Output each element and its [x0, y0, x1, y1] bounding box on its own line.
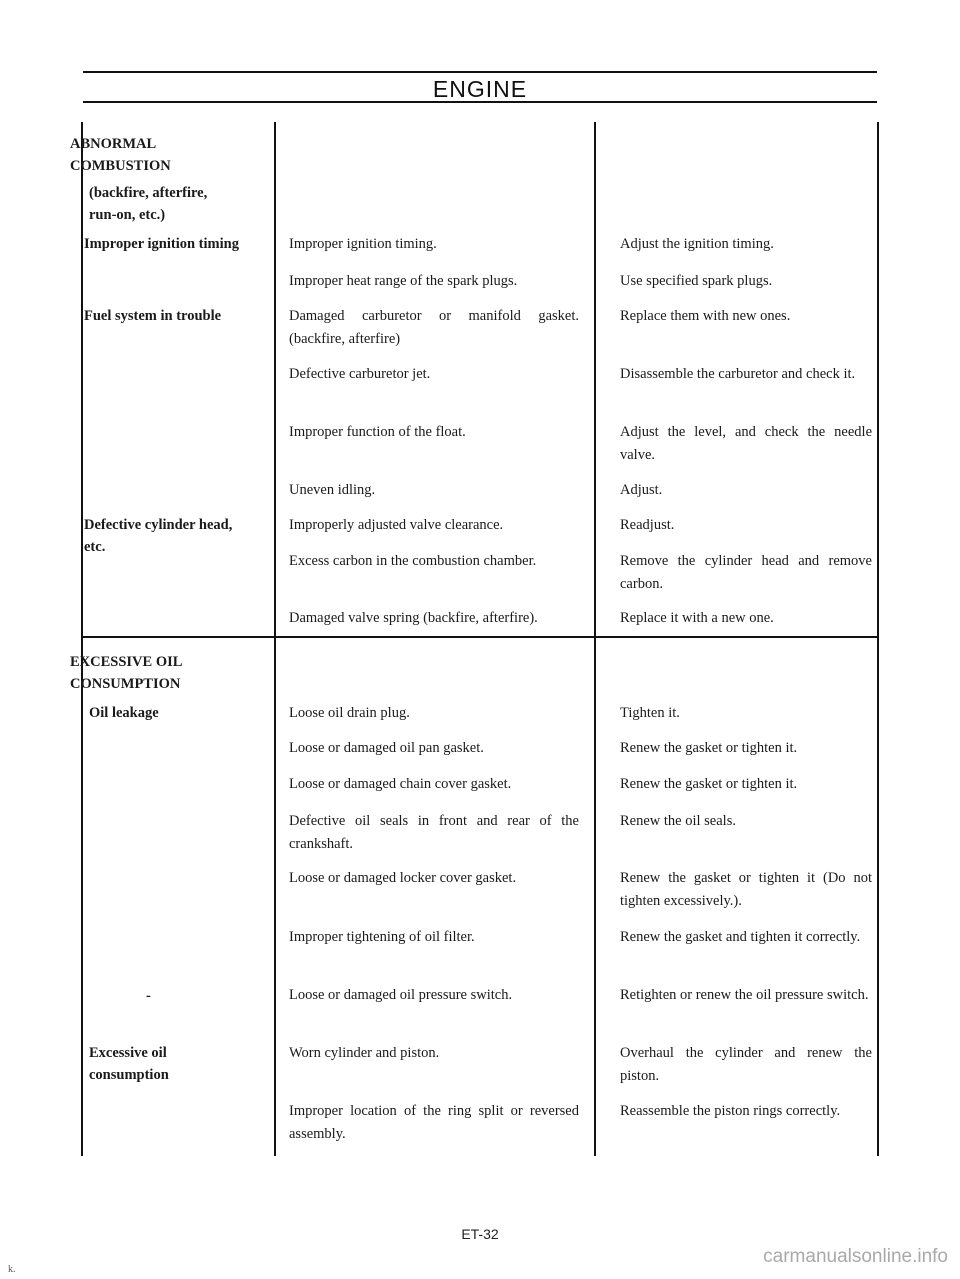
- remedy-text: Reassemble the piston rings correctly.: [620, 1103, 841, 1119]
- section-divider-rule: [81, 636, 878, 638]
- cause-text: Loose or damaged oil pressure switch.: [289, 987, 513, 1003]
- group-excessive-oil-2: consumption: [89, 1067, 169, 1083]
- remedy-text: Use specified spark plugs.: [620, 273, 773, 289]
- table-right-border: [877, 122, 879, 1156]
- group-fuel-system: Fuel system in trouble: [84, 308, 222, 324]
- cause-text: Damaged carburetor or manifold gasket. (backfire, afterfire): [289, 308, 579, 347]
- remedy-text: Replace them with new ones.: [620, 308, 791, 324]
- cause-text: Improperly adjusted valve clearance.: [289, 517, 504, 533]
- remedy-text: Overhaul the cylinder and renew the piston.: [620, 1045, 872, 1084]
- cause-text: Loose or damaged locker cover gasket.: [289, 870, 517, 886]
- remedy-text: Tighten it.: [620, 705, 680, 721]
- remedy-text: Retighten or renew the oil pressure switch.: [620, 987, 869, 1003]
- remedy-text: Remove the cylinder head and remove carbon.: [620, 553, 872, 592]
- remedy-text: Renew the gasket and tighten it correctly.: [620, 929, 861, 945]
- cause-text: Damaged valve spring (backfire, afterfire).: [289, 610, 538, 626]
- cause-text: Improper tightening of oil filter.: [289, 929, 475, 945]
- remedy-text: Disassemble the carburetor and check it.: [620, 366, 856, 382]
- remedy-text: Adjust the level, and check the needle valve.: [620, 424, 872, 463]
- cause-text: Loose oil drain plug.: [289, 705, 410, 721]
- section-subheading: (backfire, afterfire,: [89, 185, 208, 201]
- cause-text: Improper ignition timing.: [289, 236, 437, 252]
- section-heading-combustion: COMBUSTION: [70, 158, 171, 174]
- remedy-text: Adjust the ignition timing.: [620, 236, 774, 252]
- header-top-rule: [83, 71, 877, 73]
- section-heading-excessive-oil: EXCESSIVE OIL: [70, 654, 183, 670]
- page-number: ET-32: [461, 1226, 499, 1242]
- cause-text: Worn cylinder and piston.: [289, 1045, 440, 1061]
- group-oil-leakage: Oil leakage: [89, 705, 159, 721]
- group-dash: -: [146, 988, 151, 1004]
- cause-text: Defective oil seals in front and rear of the crankshaft.: [289, 813, 579, 852]
- column-divider-2: [594, 122, 596, 1156]
- section-heading-consumption: CONSUMPTION: [70, 676, 181, 692]
- section-subheading-2: run-on, etc.): [89, 207, 166, 223]
- remedy-text: Renew the gasket or tighten it (Do not tighten excessively.).: [620, 870, 872, 909]
- remedy-text: Adjust.: [620, 482, 663, 498]
- group-ignition-timing: Improper ignition timing: [84, 236, 239, 252]
- cause-text: Improper location of the ring split or reversed assembly.: [289, 1103, 579, 1142]
- corner-mark: k.: [8, 1264, 16, 1275]
- section-heading-abnormal: ABNORMAL: [70, 136, 157, 152]
- cause-text: Improper function of the float.: [289, 424, 466, 440]
- column-divider-1: [274, 122, 276, 1156]
- cause-text: Loose or damaged chain cover gasket.: [289, 776, 512, 792]
- table-left-border: [81, 122, 83, 1156]
- watermark: carmanualsonline.info: [763, 1246, 948, 1267]
- group-excessive-oil: Excessive oil: [89, 1045, 167, 1061]
- cause-text: Loose or damaged oil pan gasket.: [289, 740, 484, 756]
- group-cylinder-head-2: etc.: [84, 539, 106, 555]
- remedy-text: Renew the oil seals.: [620, 813, 736, 829]
- cause-text: Improper heat range of the spark plugs.: [289, 273, 518, 289]
- cause-text: Uneven idling.: [289, 482, 376, 498]
- cause-text: Excess carbon in the combustion chamber.: [289, 553, 537, 569]
- remedy-text: Readjust.: [620, 517, 675, 533]
- remedy-text: Renew the gasket or tighten it.: [620, 740, 798, 756]
- remedy-text: Replace it with a new one.: [620, 610, 774, 626]
- page-title: ENGINE: [432, 76, 528, 102]
- group-cylinder-head: Defective cylinder head,: [84, 517, 233, 533]
- remedy-text: Renew the gasket or tighten it.: [620, 776, 798, 792]
- cause-text: Defective carburetor jet.: [289, 366, 431, 382]
